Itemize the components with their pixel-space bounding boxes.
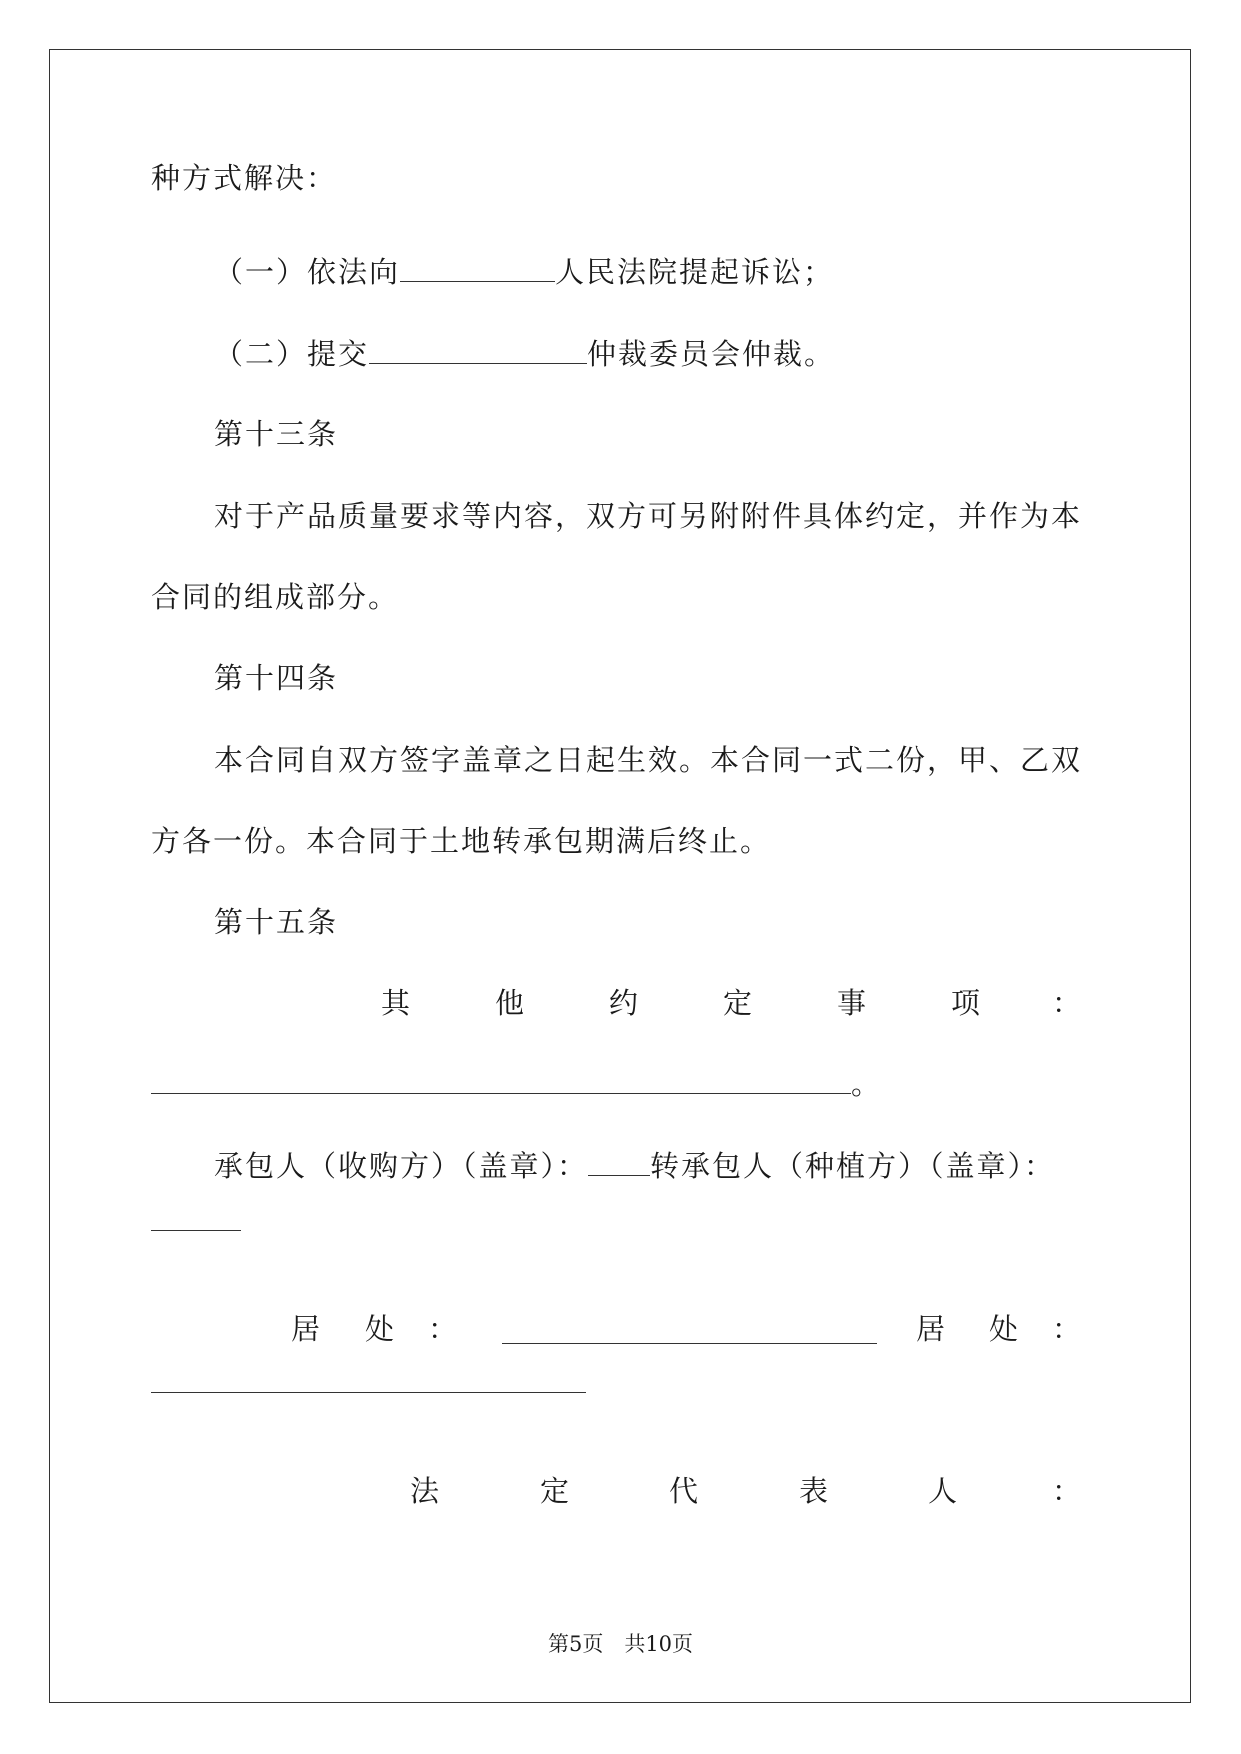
label-char: 其 bbox=[381, 986, 411, 1020]
label-char: 项 bbox=[951, 986, 981, 1020]
paragraph-line: 对于产品质量要求等内容，双方可另附附件具体约定，并作为本 bbox=[214, 499, 1083, 533]
addr-char: ： bbox=[1052, 1312, 1082, 1346]
label-char: 事 bbox=[837, 986, 867, 1020]
litigation-clause bbox=[214, 254, 834, 290]
addr-char: 处 bbox=[989, 1312, 1019, 1346]
article-heading: 第十四条 bbox=[214, 661, 339, 695]
arbitration-clause bbox=[214, 336, 835, 372]
rep-char: ： bbox=[1052, 1474, 1082, 1508]
party-b-label: 转承包人（种植方）（盖章）： bbox=[650, 1149, 1056, 1183]
party-b-blank bbox=[151, 1230, 241, 1231]
rep-char: 人 bbox=[928, 1474, 958, 1508]
clause-prefix: （二）提交 bbox=[214, 337, 370, 371]
paragraph-line: 合同的组成部分。 bbox=[151, 580, 400, 614]
other-terms-blank bbox=[151, 1067, 851, 1094]
address-line bbox=[0, 1311, 1241, 1347]
addr-char: 居 bbox=[291, 1312, 321, 1346]
label-char: ： bbox=[1052, 986, 1082, 1020]
other-terms-line bbox=[151, 1066, 882, 1102]
rep-char: 定 bbox=[540, 1474, 570, 1508]
clause-suffix: 人民法院提起诉讼； bbox=[555, 255, 835, 289]
address-a-blank bbox=[502, 1317, 877, 1344]
arbitration-blank bbox=[369, 337, 587, 364]
label-char: 他 bbox=[495, 986, 525, 1020]
rep-char: 法 bbox=[410, 1474, 440, 1508]
article-heading: 第十三条 bbox=[214, 417, 339, 451]
court-blank bbox=[400, 255, 555, 282]
paragraph-line: 方各一份。本合同于土地转承包期满后终止。 bbox=[151, 824, 772, 858]
page-border bbox=[49, 49, 1191, 1703]
label-char: 定 bbox=[723, 986, 753, 1020]
addr-char: ： bbox=[428, 1312, 458, 1346]
article-heading: 第十五条 bbox=[214, 905, 339, 939]
addr-char: 居 bbox=[916, 1312, 946, 1346]
rep-char: 表 bbox=[799, 1474, 829, 1508]
signature-line bbox=[214, 1148, 1055, 1184]
party-a-label: 承包人（收购方）（盖章）： bbox=[214, 1149, 589, 1183]
paragraph-line: 本合同自双方签字盖章之日起生效。本合同一式二份，甲、乙双 bbox=[214, 743, 1083, 777]
rep-char: 代 bbox=[669, 1474, 699, 1508]
addr-char: 处 bbox=[365, 1312, 395, 1346]
address-b-blank bbox=[151, 1392, 586, 1393]
page-number: 第5页 共10页 bbox=[547, 1632, 694, 1656]
sentence-end: 。 bbox=[851, 1067, 883, 1101]
legal-rep-label bbox=[0, 1473, 1241, 1509]
clause-prefix: （一）依法向 bbox=[214, 255, 401, 289]
other-terms-label bbox=[0, 985, 1241, 1021]
text-line: 种方式解决： bbox=[151, 161, 338, 195]
party-a-blank bbox=[588, 1149, 650, 1176]
label-char: 约 bbox=[609, 986, 639, 1020]
clause-suffix: 仲裁委员会仲裁。 bbox=[587, 337, 836, 371]
